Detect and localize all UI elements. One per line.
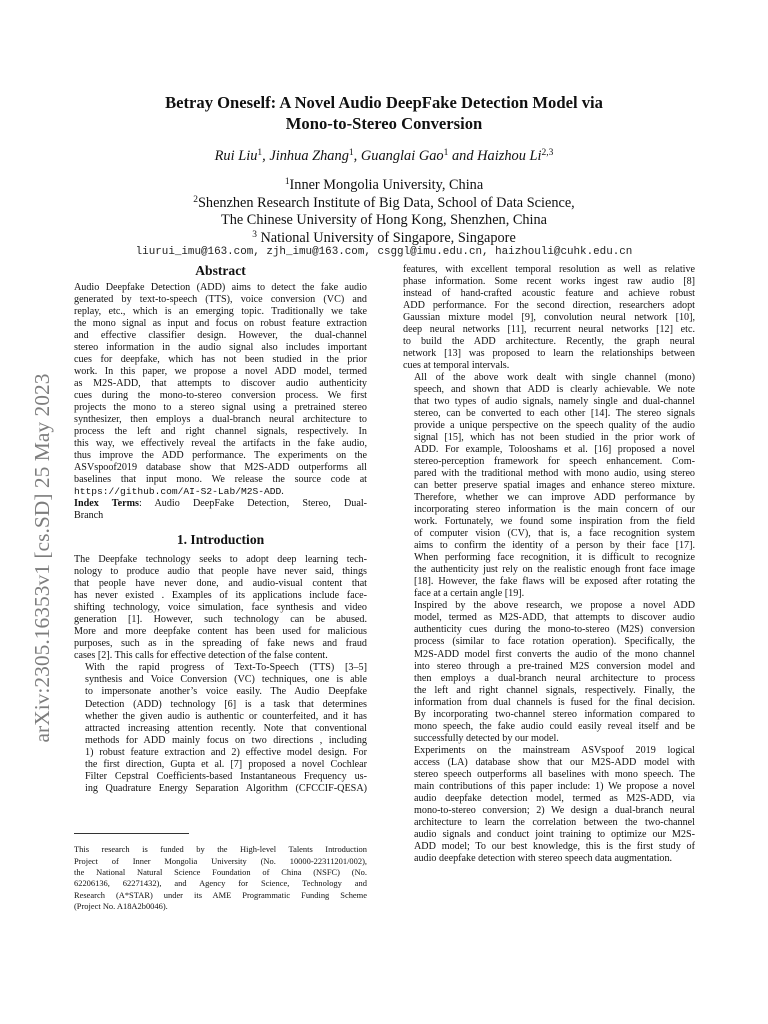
text-line: generation [1]. However, such technology can be abused. [74, 614, 367, 626]
text-line: methods for ADD mainly focus on two directions , including [85, 734, 367, 746]
affiliation-line [112, 195, 656, 213]
index-terms-text: : Audio DeepFake Detection, Stereo, Dual- [138, 498, 368, 510]
affiliation-line [112, 212, 656, 230]
text-line: Research (A*STAR) under its AME Programmatic Funding Scheme [74, 889, 367, 900]
text-line: deep neural networks [11], recurrent neural networks [12] etc. [403, 324, 695, 336]
text-line: cues for deepfake, which has not been studied in the prior [74, 354, 367, 366]
paragraph [403, 372, 695, 600]
text-line: main contributions of this paper include: 1) We propose a novel [414, 780, 695, 792]
text-line: baselines that input mono. We release the source code at [74, 474, 367, 486]
footnote-text [74, 844, 367, 912]
text-line: this way, we effectively reveal the artifacts in the fake audio, [74, 438, 367, 450]
text-line: Therefore, whether we can improve ADD performance by [414, 492, 695, 504]
text-line: has never existed . Examples of its applications include face- [74, 590, 367, 602]
affiliation-text: Inner Mongolia University, China [289, 177, 484, 193]
affiliation-text: The Chinese University of Hong Kong, Shenzhen, China [221, 212, 547, 229]
text-line: aims to confirm the identity of a person by their face [17]. [414, 540, 695, 552]
text-line: that people have never done, and audio-visual content that [74, 578, 367, 590]
affiliation-mark: 3 [252, 229, 257, 240]
text-line: whether the given audio is authentic or counterfeited, and it has [85, 710, 367, 722]
introduction-body-continued [403, 264, 695, 865]
text-line: successfully detected by our model. [414, 732, 559, 744]
text-line: ADD performance. For the second direction, researchers adopt [403, 300, 695, 312]
affiliation-text: National University of Singapore, Singapore [256, 229, 516, 246]
left-column [74, 262, 367, 795]
author-separator: , [262, 148, 270, 164]
text-line: cues at temporal intervals. [403, 360, 510, 372]
funding-footnote [74, 836, 367, 921]
text-line: and effective classifier design. However, the dual-channel [74, 330, 367, 342]
text-line: face at a certain angle [19]. [414, 588, 525, 600]
text-line: audio deepfake detection model, termed as M2S-ADD, via [414, 792, 695, 804]
abstract-body [74, 282, 367, 522]
text-line: generated by text-to-speech (TTS), voice conversion (VC) and [74, 294, 367, 306]
affiliation-line [112, 230, 656, 248]
index-terms-label: Index Terms [74, 498, 139, 510]
paragraph [74, 554, 367, 662]
text-line: audio deepfake detection with stereo speech data augmentation. [414, 852, 673, 864]
text-line: thus improve the ADD performance. The experiments on the [74, 450, 367, 462]
text-line: mono speech, the fake audio could easily reveal itself and be [414, 720, 695, 732]
text-line: synthesis and Voice Conversion (VC) techniques, one is able [85, 674, 367, 686]
text-line: the left and right channel signals, respectively. Finally, the [414, 684, 695, 696]
text-line: that two types of audio signals, namely single and dual-channel [414, 396, 695, 408]
text-line: features, with excellent temporal resolution as well as relative [403, 264, 695, 275]
text-line: projects the mono to a stereo signal using a pretrained stereo [74, 402, 367, 414]
text-line: into stereo through a pre-trained M2S conversion model and [414, 660, 695, 672]
text-line: By incorporating two-channel stereo information compared to [414, 708, 695, 720]
text-line: the National Natural Science Foundation of China (NSFC) (No. [74, 867, 367, 878]
paper-title-line: Mono-to-Stereo Conversion [285, 114, 483, 133]
text-line: pared with the traditional method with mono audio, using stereo [414, 468, 695, 480]
author-emails: liurui_imu@163.com, zjh_imu@163.com, csggl@imu.edu.cn, haizhouli@cuhk.edu.cn [135, 246, 633, 258]
text-line: ADD model; To our best knowledge, this is the first study of [414, 840, 695, 852]
text-line: network [13] was proposed to learn the relationships between [403, 348, 695, 360]
author-separator: , [353, 148, 361, 164]
paragraph [403, 745, 695, 865]
text-line: architecture to learn the correlation between the two-channel [414, 816, 695, 828]
index-terms [74, 498, 367, 522]
affiliation-mark: 2 [193, 194, 198, 205]
text-line: access (LA) database show that our M2S-ADD model with [414, 756, 695, 768]
text-line: When performing face recognition, it is difficult to recognize [414, 552, 695, 564]
text-line: Detection (ADD) technology [6] is a task that determines [85, 698, 367, 710]
paragraph [74, 282, 367, 498]
author-name: Guanglai Gao [360, 148, 444, 164]
text-line: With the rapid progress of Text-To-Speech (TTS) [3–5] [85, 662, 367, 674]
text-line: replay, etc., which is an emerging topic. Traditionally we take [74, 306, 367, 318]
affiliations [112, 177, 656, 247]
text-line: All of the above work dealt with single channel (mono) [414, 372, 695, 384]
arxiv-identifier-stamp: arXiv:2305.16353v1 [cs.SD] 25 May 2023 [30, 373, 54, 743]
author-name: Rui Liu [214, 148, 258, 164]
text-line: shifting technology, voice simulation, face synthesis and video [74, 602, 367, 614]
text-line: audio signals and conduct joint training to optimize our M2S- [414, 828, 695, 840]
text-line: speech, and shown that ADD is clearly achievable. We note [414, 384, 695, 396]
text-line: Experiments on the mainstream ASVspoof 2019 logical [414, 744, 695, 756]
text-line: ASVspoof2019 database show that M2S-ADD outperforms all [74, 462, 367, 474]
text-line: the mono signal as input and focus on robust feature extraction [74, 318, 367, 330]
text-line: 62206136, 62271432), and Agency for Science, Technology and [74, 878, 367, 889]
text-line: stereo, can be converted to each other [14]. The stereo signals [414, 408, 695, 420]
text-line: More and more deepfake content has been used for malicious [74, 626, 367, 638]
author-affiliation-mark: 2,3 [541, 147, 554, 158]
paragraph [403, 264, 695, 372]
text-line: model, termed as M2S-ADD, that attempts to discover audio [414, 612, 695, 624]
author-affiliation-mark: 1 [348, 147, 354, 158]
paper-title [112, 92, 656, 134]
author-affiliation-mark: 1 [443, 147, 449, 158]
text-line: Branch [74, 510, 104, 522]
text-line: synthesizer, then employs a dual-branch neural architecture to [74, 414, 367, 426]
affiliation-mark: 1 [284, 176, 290, 187]
author-name: Haizhou Li [477, 148, 542, 164]
text-line: to impersonate another’s voice easily. The Audio Deepfake [85, 686, 367, 698]
text-line: M2S-ADD model first converts the audio of the mono channel [414, 648, 695, 660]
text-line: cases [2]. This calls for effective detection of the false content. [74, 650, 328, 662]
text-line: phase information. Some recent works ingest raw audio [8] [403, 276, 695, 288]
paragraph [74, 662, 367, 794]
text-line: Inspired by the above research, we propose a novel ADD [414, 600, 695, 612]
text-line: nology to produce audio that people have never said, things [74, 566, 367, 578]
author-separator: and [448, 148, 478, 164]
text-line: instead of hand-crafted acoustic feature and achieve robust [403, 288, 695, 300]
text-line: cues during the mono-to-stereo conversion process. We first [74, 390, 367, 402]
source-code-link[interactable]: https://github.com/AI-S2-Lab/M2S-ADD. [74, 486, 284, 498]
abstract-heading: Abstract [195, 263, 246, 278]
source-code-url[interactable]: https://github.com/AI-S2-Lab/M2S-ADD [74, 486, 282, 498]
right-column [403, 264, 695, 865]
text-line [74, 498, 367, 510]
affiliation-line [112, 177, 656, 195]
text-line: [18]. However, the fake flaws will be exposed after rotating the [414, 576, 695, 588]
author-affiliation-mark: 1 [257, 147, 263, 158]
text-line: provide a unique perspective on the speech quality of the audio [414, 420, 695, 432]
author-name: Jinhua Zhang [269, 148, 349, 164]
introduction-heading: 1. Introduction [176, 532, 265, 548]
text-line: process the left and right channel signals, respectively. In [74, 426, 367, 438]
text-line: then employs a dual-branch neural architecture to process [414, 672, 695, 684]
text-line: signal [15], which has not been studied in the prior work of [414, 432, 695, 444]
text-line: Gaussian mixture model [9], convolution neural network [10], [403, 312, 695, 324]
text-line: stereo speech outperforms all baselines with mono speech. The [414, 768, 695, 780]
text-line: process (similar to face rotation operation). Specifically, the [414, 636, 695, 648]
text-line: This research is funded by the High-level Talents Introduction [74, 844, 367, 855]
text-line: ADD. For example, Tolooshams et al. [16] proposed a novel [414, 444, 695, 456]
author-list [112, 147, 656, 165]
text-line: Project of Inner Mongolia University (No. 10000-22311201/002), [74, 855, 367, 866]
text-line: mono-to-stereo conversion; 2) We design a dual-branch neural [414, 804, 695, 816]
text-line: attracted increasing attention recently. Note that conventional [85, 722, 367, 734]
text-line: 1) robust feature extraction and 2) effective model design. For [85, 746, 367, 758]
text-line: Filter Cepstral Coefficients-based Instantaneous Frequency us- [85, 770, 367, 782]
affiliation-text: Shenzhen Research Institute of Big Data, School of Data Science, [197, 194, 575, 211]
text-line: incorporating stereo information is the main concern of our [414, 504, 695, 516]
text-line: Audio Deepfake Detection (ADD) aims to detect the fake audio [74, 282, 367, 293]
text-line: as M2S-ADD, that attempts to discover audio authenticity [74, 378, 367, 390]
text-line: of computer vision (CV), that is, a face recognition system [414, 528, 695, 540]
text-line: The Deepfake technology seeks to adopt deep learning tech- [74, 554, 367, 566]
text-line: work. In this paper, we propose a novel ADD model, termed [74, 366, 367, 378]
text-line: the first direction, Gupta et al. [7] proposed a novel Cochlear [85, 758, 367, 770]
paper-title-line: Betray Oneself: A Novel Audio DeepFake Detection Model via [165, 93, 603, 112]
text-line: the authenticity just rely on the realistic enough front face image [414, 564, 695, 576]
text-line: information from dual channels is fused for the final decision. [414, 696, 695, 708]
paragraph [403, 600, 695, 744]
text-line: (Project No. A18A2b0046). [74, 900, 168, 911]
text-line: can better preserve spatial images and enhance stereo mixture. [414, 480, 695, 492]
introduction-body [74, 554, 367, 794]
text-line: stereo-perception framework for speech enhancement. Com- [414, 456, 695, 468]
text-line: work. Fortunately, we found some inspiration from the field [414, 516, 695, 528]
text-line: to build the ADD architecture. Recently, the graph neural [403, 336, 695, 348]
text-line: authenticity cues during the mono-to-stereo (M2S) conversion [414, 624, 695, 636]
text-line: purposes, such as in the spreading of fake news and fraud [74, 638, 367, 650]
text-line: ing Quadrature Energy Separation Algorithm (CFCCIF-QESA) [85, 782, 367, 794]
text-line: stereo information in the audio signal also includes important [74, 342, 367, 354]
footnote-rule [74, 833, 189, 834]
